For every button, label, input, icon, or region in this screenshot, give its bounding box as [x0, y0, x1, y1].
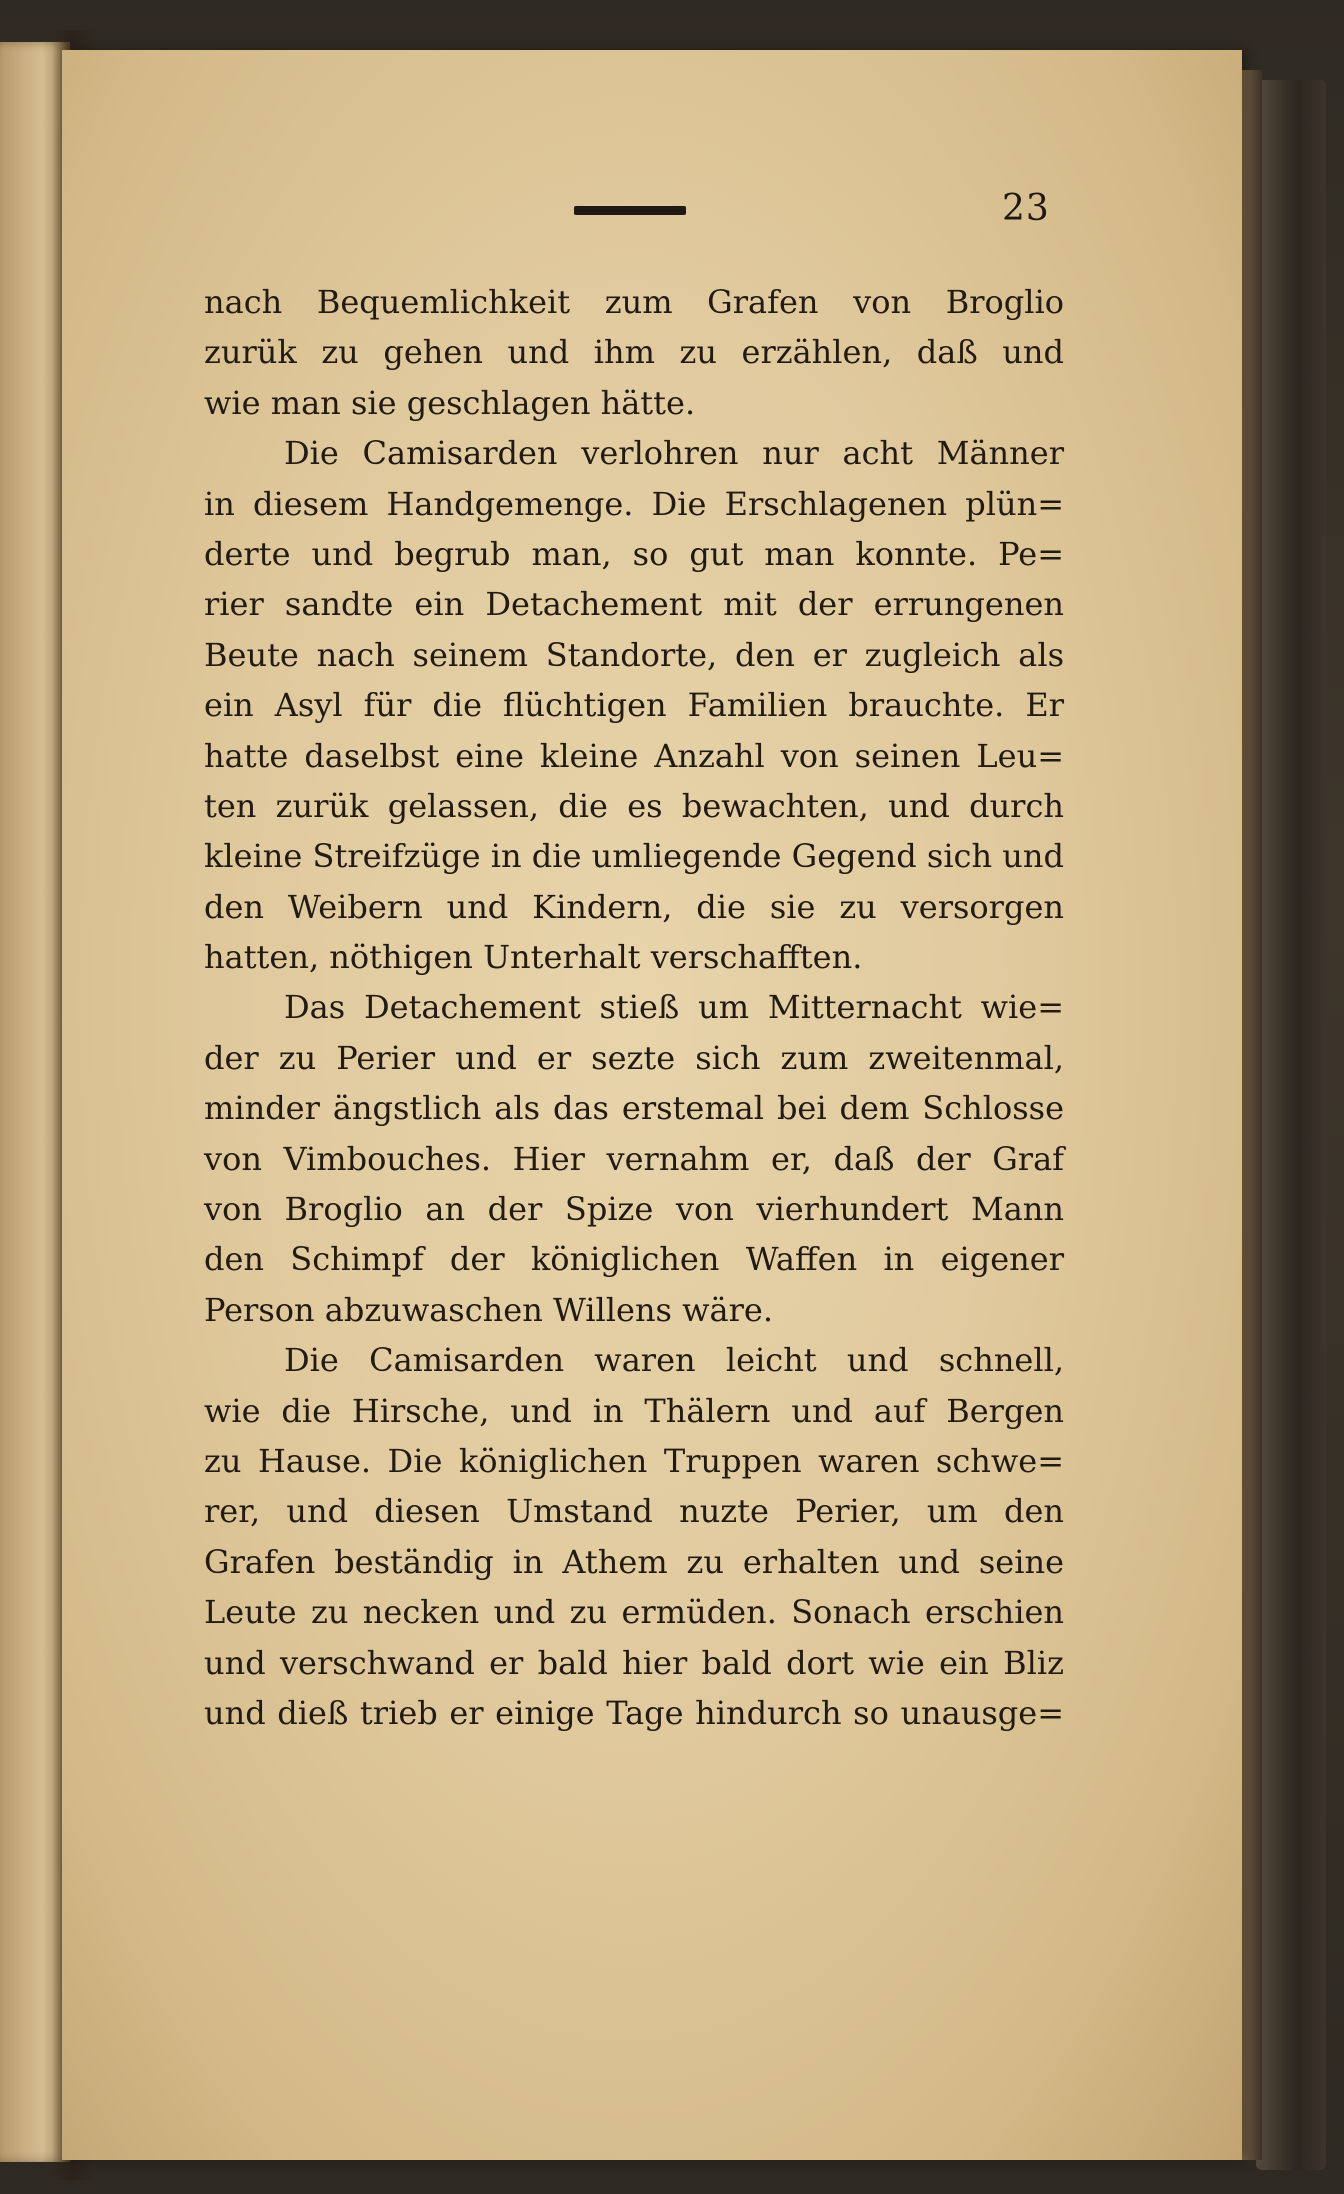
text-line: rer, und diesen Umstand nuzte Perier, um den — [204, 1492, 1064, 1531]
text-line: Beute nach seinem Standorte, den er zugleich als — [204, 635, 1064, 674]
text-line: derte und begrub man, so gut man konnte. Pe= — [204, 534, 1064, 573]
page-number: 23 — [1002, 188, 1050, 229]
text-line: rier sandte ein Detachement mit der errungenen — [204, 585, 1064, 624]
text-line: wie die Hirsche, und in Thälern und auf Bergen — [204, 1391, 1064, 1430]
text-line: Person abzuwaschen Willens wäre. — [204, 1290, 774, 1329]
text-line: ten zurük gelassen, die es bewachten, und durch — [204, 786, 1064, 825]
text-line: hatte daselbst eine kleine Anzahl von seinen Leu= — [204, 736, 1064, 775]
text-line: den Schimpf der königlichen Waffen in eigener — [204, 1240, 1064, 1279]
header-rule — [574, 206, 686, 215]
text-line: zu Hause. Die königlichen Truppen waren schwe= — [204, 1441, 1064, 1480]
text-line: kleine Streifzüge in die umliegende Gegend sich und — [204, 837, 1064, 876]
text-line: wie man sie geschlagen hätte. — [204, 383, 696, 422]
text-line: Das Detachement stieß um Mitternacht wie= — [284, 988, 1064, 1027]
text-line: zurük zu gehen und ihm zu erzählen, daß und — [204, 333, 1064, 372]
text-line: und dieß trieb er einige Tage hindurch so unausge= — [204, 1693, 1064, 1732]
text-line: Leute zu necken und zu ermüden. Sonach erschien — [204, 1593, 1064, 1632]
text-line: in diesem Handgemenge. Die Erschlagenen plün= — [204, 484, 1064, 523]
book-cover-edge — [1256, 80, 1326, 2170]
text-line: von Broglio an der Spize von vierhundert Mann — [204, 1190, 1064, 1229]
text-line: Grafen beständig in Athem zu erhalten und seine — [204, 1542, 1064, 1581]
body-text — [204, 277, 1064, 1738]
text-line: Die Camisarden waren leicht und schnell, — [284, 1341, 1064, 1380]
text-line: hatten, nöthigen Unterhalt verschafften. — [204, 938, 863, 977]
text-line: und verschwand er bald hier bald dort wie ein Bliz — [204, 1643, 1064, 1682]
text-line: ein Asyl für die flüchtigen Familien brauchte. Er — [204, 686, 1064, 725]
text-line: Die Camisarden verlohren nur acht Männer — [284, 434, 1064, 473]
text-line: den Weibern und Kindern, die sie zu versorgen — [204, 887, 1064, 926]
text-line: von Vimbouches. Hier vernahm er, daß der Graf — [204, 1139, 1064, 1178]
text-line: minder ängstlich als das erstemal bei dem Schlosse — [204, 1089, 1064, 1128]
text-line: nach Bequemlichkeit zum Grafen von Broglio — [204, 283, 1064, 321]
text-line: der zu Perier und er sezte sich zum zweitenmal, — [204, 1038, 1064, 1077]
